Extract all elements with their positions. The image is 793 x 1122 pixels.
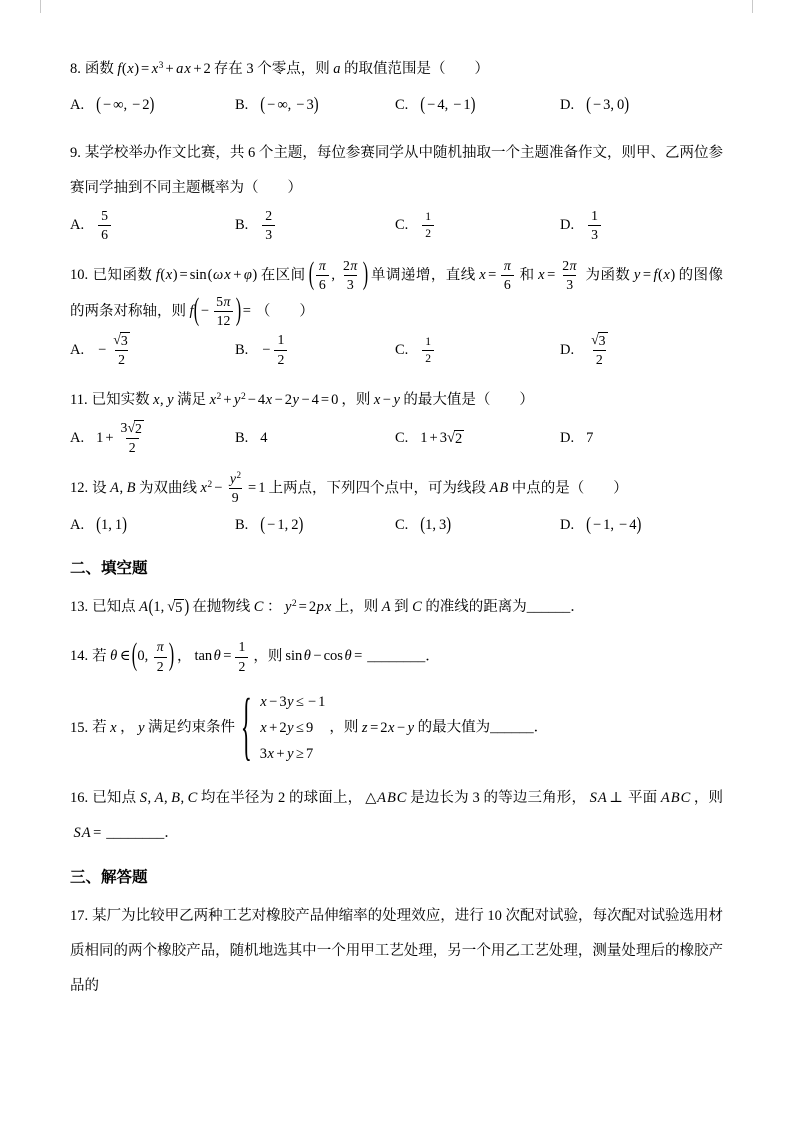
option-label: A. — [70, 96, 85, 113]
question-10 — [70, 258, 723, 369]
math-expression: $\frac{1}{2}$ — [420, 217, 436, 233]
text-run: 满足 — [177, 391, 207, 408]
math-expression: ( − 1, − 4) — [586, 514, 642, 536]
option-content — [257, 509, 306, 542]
question-8-option-D — [560, 89, 723, 122]
question-10-option-D — [560, 332, 723, 369]
sqrt-radical: √ 3 — [113, 331, 128, 348]
question-10-stem — [70, 258, 723, 330]
math-expression: AB — [489, 480, 509, 497]
question-number: 14. — [70, 648, 89, 665]
constraint-row: x + 2y ≤ 9 — [260, 720, 314, 737]
math-expression: A, B — [110, 480, 136, 497]
option-content — [417, 209, 439, 242]
math-expression: $x^2$ − $\frac{y^2}{9}$ = 1 — [200, 470, 266, 506]
option-content — [583, 332, 615, 369]
constraint-rows — [260, 689, 326, 767]
text-run: 某学校举办作文比赛，共 6 个主题，每位参赛同学从中随机抽取一个主题准备作文，则甲、乙两位参赛同学抽到不同主题概率为（ ） — [70, 145, 723, 196]
text-run: 已知实数 — [91, 391, 150, 408]
math-expression: 4 — [260, 429, 268, 446]
text-run: ，则 — [329, 719, 359, 736]
option-content — [257, 89, 321, 122]
question-number: 9. — [70, 145, 81, 162]
math-expression: x = $\frac{2\pi}{3}$ — [538, 257, 577, 293]
option-content — [417, 422, 467, 455]
text-run: 已知点 — [92, 790, 137, 807]
option-content — [583, 208, 606, 244]
question-17-stem — [70, 899, 723, 1003]
math-expression: z = 2x − y — [361, 719, 415, 736]
question-9-option-B — [235, 208, 395, 244]
question-8-options — [70, 89, 723, 122]
text-run: ： — [266, 599, 282, 616]
text-run: 平面 — [627, 790, 658, 807]
option-label: C. — [395, 516, 409, 533]
math-expression: S, A, B, C — [139, 790, 198, 807]
question-15-stem — [70, 683, 723, 768]
question-10-option-A — [70, 332, 235, 369]
question-17 — [70, 899, 723, 1003]
question-12-option-C — [395, 509, 560, 542]
question-8-stem — [70, 52, 723, 87]
text-run: 上，则 — [334, 599, 379, 616]
question-16-stem — [70, 781, 723, 851]
question-12-option-A — [70, 509, 235, 542]
math-expression: f(x) = sin(ωx + φ) — [155, 267, 258, 284]
question-8-option-A — [70, 89, 235, 122]
text-run: 的图像的两条对称轴，则 — [70, 267, 724, 320]
question-8 — [70, 52, 723, 122]
constraint-system — [239, 683, 326, 768]
question-8-option-C — [395, 89, 560, 122]
text-run: 的最大值是（ ） — [403, 391, 534, 408]
math-expression: y = f(x) — [633, 267, 676, 284]
option-content — [583, 89, 632, 122]
question-11-option-D — [560, 422, 723, 455]
option-content — [257, 422, 270, 455]
question-15 — [70, 683, 723, 768]
text-run: 的最大值为______． — [417, 719, 549, 736]
question-12-option-D — [560, 509, 723, 542]
text-run: ，则 — [253, 648, 283, 665]
math-expression: − √ 3 2 — [98, 331, 128, 368]
math-expression: C — [253, 599, 264, 616]
option-label: B. — [235, 341, 249, 358]
question-number: 13. — [70, 599, 89, 616]
text-run: ，则 — [693, 790, 724, 807]
math-expression: ( − 3, 0) — [586, 94, 630, 115]
question-11-options — [70, 420, 723, 457]
question-number: 11. — [70, 391, 88, 408]
option-content — [583, 509, 644, 542]
math-expression: ( − 4, − 1) — [420, 94, 476, 115]
sqrt-radical: √ 2 — [127, 419, 142, 436]
question-12-options — [70, 509, 723, 542]
option-content — [257, 208, 280, 244]
section-heading-solutions: 三、解答题 — [70, 868, 148, 886]
text-run: 是边长为 3 的等边三角形， — [409, 790, 587, 807]
text-run: 为双曲线 — [138, 480, 197, 497]
option-content — [93, 509, 130, 542]
text-run: 函数 — [84, 61, 114, 77]
question-10-option-C — [395, 334, 560, 367]
math-expression: $f(x) = x^3$ + ax + 2 — [117, 60, 211, 77]
question-12 — [70, 471, 723, 542]
math-expression: ABC — [660, 790, 691, 807]
question-9-options — [70, 208, 723, 244]
question-11-option-C — [395, 422, 560, 455]
option-content — [417, 89, 478, 122]
math-expression: $y^2 = 2px$ — [284, 598, 332, 616]
question-9-stem — [70, 136, 723, 206]
text-run: 若 — [92, 719, 107, 736]
question-12-stem — [70, 471, 723, 507]
document-body — [70, 52, 723, 1003]
question-number: 16. — [70, 790, 89, 807]
option-label: B. — [235, 429, 249, 446]
math-expression: (1, 1) — [96, 514, 127, 536]
text-run: ， — [120, 719, 135, 736]
math-expression: ( − ∞, − 2) — [96, 94, 155, 115]
math-expression: (1, 3) — [420, 514, 452, 536]
question-9-option-C — [395, 209, 560, 242]
option-label: D. — [560, 341, 575, 358]
option-label: D. — [560, 96, 575, 113]
math-expression: 1 + 3 √ 2 2 — [96, 419, 142, 456]
brace-delimiter: { — [240, 683, 252, 768]
question-9-option-D — [560, 208, 723, 244]
question-9 — [70, 136, 723, 244]
math-expression: SA ⊥ — [589, 790, 623, 807]
option-label: D. — [560, 217, 575, 234]
math-expression: y — [138, 719, 145, 736]
math-expression: A — [381, 599, 391, 616]
text-run: 某厂为比较甲乙两种工艺对橡胶产品伸缩率的处理效应，进行 10 次配对试验，每次配对试验选用材质相同的两个橡胶产品，随机地选其中一个用甲工艺处理，另一个用乙工艺处理，测量处理后的橡胶产品的 — [70, 907, 723, 994]
option-label: B. — [235, 96, 249, 113]
constraint-row: x − 3y ≤ − 1 — [260, 694, 326, 711]
math-expression: 1 + 3 √ 2 — [420, 429, 463, 447]
question-number: 17. — [70, 907, 89, 924]
question-10-option-B — [235, 332, 395, 368]
option-label: C. — [395, 217, 409, 234]
math-expression: $\frac{1}{3}$ — [586, 217, 603, 233]
text-run: 在区间 — [260, 267, 306, 284]
math-expression: − $\frac{1}{2}$ — [260, 342, 289, 358]
text-run: 中点的是（ ） — [511, 480, 628, 497]
sqrt-radical: √ 3 — [591, 331, 606, 348]
question-16 — [70, 781, 723, 851]
sqrt-radical: √ 2 — [446, 429, 463, 447]
text-run: 若 — [92, 648, 107, 665]
math-expression: ( $\frac{\pi}{6}$ , $\frac{2\pi}{3}$ ) — [308, 257, 368, 293]
question-number: 8. — [70, 61, 81, 77]
text-run: 到 — [394, 599, 409, 616]
text-run: 存在 3 个零点，则 — [213, 61, 330, 77]
option-label: B. — [235, 217, 249, 234]
text-run: ， — [176, 648, 192, 665]
question-number: 15. — [70, 719, 89, 736]
option-content — [417, 334, 439, 367]
math-expression: θ ∈ (0, $\frac{\pi}{2}$ ) — [110, 638, 175, 674]
text-run: 均在半径为 2 的球面上， — [200, 790, 363, 807]
option-content — [417, 509, 454, 542]
math-expression: 7 — [586, 429, 594, 446]
question-11-option-B — [235, 422, 395, 455]
question-number: 10. — [70, 267, 89, 284]
text-run: 的准线的距离为______． — [425, 599, 585, 616]
question-11-stem — [70, 383, 723, 418]
option-label: C. — [395, 96, 409, 113]
option-label: B. — [235, 516, 249, 533]
question-14-stem — [70, 639, 723, 675]
option-label: C. — [395, 341, 409, 358]
text-run: 上两点，下列四个点中，可为线段 — [268, 480, 486, 497]
constraint-row: 3x + y ≥ 7 — [259, 746, 314, 763]
option-content — [93, 208, 116, 244]
math-expression: tan θ = $\frac{1}{2}$ — [194, 648, 250, 664]
math-expression: △ABC — [365, 790, 407, 807]
text-run: 的取值范围是（ ） — [344, 61, 489, 77]
option-label: D. — [560, 429, 575, 446]
math-expression: x, y — [153, 391, 174, 408]
option-label: A. — [70, 341, 85, 358]
option-label: A. — [70, 516, 85, 533]
section-heading-fill-in: 二、填空题 — [70, 560, 148, 578]
text-run: 在抛物线 — [192, 599, 251, 616]
option-label: A. — [70, 217, 85, 234]
math-expression: a — [333, 61, 341, 77]
math-expression: A(1, √ 5 ) — [139, 596, 190, 618]
math-expression: f( − $\frac{5\pi}{12}$ ) = — [189, 293, 251, 329]
math-expression: SA = — [73, 825, 102, 842]
question-12-option-B — [235, 509, 395, 542]
question-9-option-A — [70, 208, 235, 244]
text-run: 设 — [92, 480, 107, 497]
math-expression: √ 3 2 — [591, 331, 606, 368]
text-run: 为函数 — [585, 267, 631, 284]
math-expression: x = $\frac{\pi}{6}$ — [479, 267, 517, 283]
text-run: 单调递增，直线 — [370, 267, 476, 284]
math-expression: x — [110, 719, 117, 736]
question-8-option-B — [235, 89, 395, 122]
text-run: （ ） — [255, 303, 314, 320]
math-expression: sin θ − cos θ = — [285, 648, 363, 665]
option-content — [93, 89, 157, 122]
text-run: 和 — [519, 267, 535, 284]
text-run: ________． — [106, 825, 179, 842]
question-11-option-A — [70, 420, 235, 457]
option-content — [93, 420, 152, 457]
text-run: 已知函数 — [92, 267, 153, 284]
math-expression: x − y — [373, 391, 400, 408]
option-label: A. — [70, 429, 85, 446]
math-expression: ( − 1, 2) — [260, 514, 304, 536]
option-content — [93, 332, 138, 369]
page-edge-mark-right — [752, 0, 753, 13]
text-run: ________． — [367, 648, 440, 665]
math-expression: ( − ∞, − 3) — [260, 94, 319, 115]
option-label: C. — [395, 429, 409, 446]
math-expression: $x^2 + y^2 - 4x - 2y - 4 = 0$ — [209, 391, 339, 408]
sqrt-radical: √ 5 — [167, 599, 183, 617]
question-10-options — [70, 332, 723, 369]
question-14 — [70, 639, 723, 675]
option-content — [583, 422, 596, 455]
math-expression: $\frac{1}{2}$ — [420, 342, 436, 358]
text-run: ，则 — [341, 391, 371, 408]
math-expression: $\frac{2}{3}$ — [260, 217, 277, 233]
text-run: 满足约束条件 — [148, 719, 235, 736]
question-number: 12. — [70, 480, 89, 497]
page-edge-mark-left — [40, 0, 41, 13]
question-11 — [70, 383, 723, 457]
option-content — [257, 332, 292, 368]
math-expression: C — [412, 599, 422, 616]
math-expression: $\frac{5}{6}$ — [96, 217, 113, 233]
text-run: 已知点 — [92, 599, 136, 616]
option-label: D. — [560, 516, 575, 533]
